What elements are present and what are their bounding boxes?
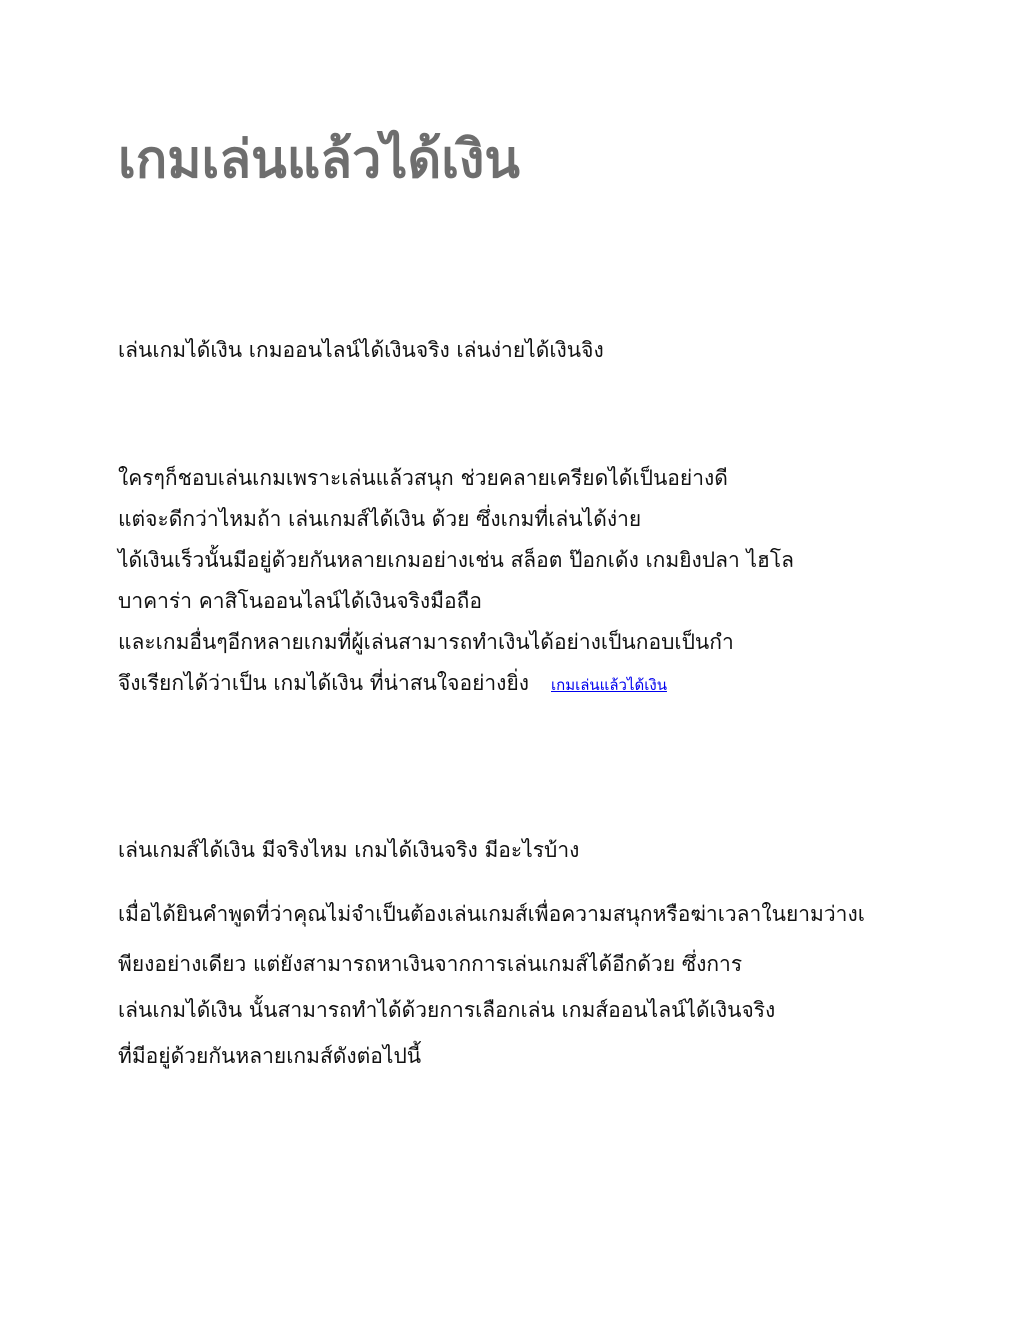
intro-line: ใครๆก็ชอบเล่นเกมเพราะเล่นแล้วสนุก ช่วยคลายเครียดได้เป็นอย่างดี	[118, 466, 728, 490]
intro-line: และเกมอื่นๆอีกหลายเกมที่ผู้เล่นสามารถทำเงินได้อย่างเป็นกอบเป็นกำ	[118, 630, 734, 654]
section-line: เล่นเกมได้เงิน นั้นสามารถทำได้ด้วยการเลือกเล่น เกมส์ออนไลน์ได้เงินจริง	[118, 998, 776, 1022]
intro-line-last	[118, 665, 794, 706]
intro-paragraph	[118, 460, 794, 706]
section-heading: เล่นเกมส์ได้เงิน มีจริงไหม เกมได้เงินจริง มีอะไรบ้าง	[118, 838, 580, 862]
section-line: พียงอย่างเดียว แต่ยังสามารถหาเงินจากการเล่นเกมส์ได้อีกด้วย ซึ่งการ	[118, 952, 743, 976]
section-line: ที่มีอยู่ด้วยกันหลายเกมส์ดังต่อไปนี้	[118, 1044, 422, 1068]
section-line: เมื่อได้ยินคำพูดที่ว่าคุณไม่จำเป็นต้องเล่นเกมส์เพื่อความสนุกหรือฆ่าเวลาในยามว่างเ	[118, 902, 865, 926]
intro-line-text: จึงเรียกได้ว่าเป็น เกมได้เงิน ที่น่าสนใจอย่างยิ่ง	[118, 671, 529, 695]
intro-link[interactable]: เกมเล่นแล้วได้เงิน	[551, 676, 667, 694]
page-subtitle: เล่นเกมได้เงิน เกมออนไลน์ได้เงินจริง เล่นง่ายได้เงินจิง	[118, 338, 604, 362]
intro-line: บาคาร่า คาสิโนออนไลน์ได้เงินจริงมือถือ	[118, 589, 482, 613]
intro-line: แต่จะดีกว่าไหมถ้า เล่นเกมส์ได้เงิน ด้วย ซึ่งเกมที่เล่นได้ง่าย	[118, 507, 642, 531]
page-title: เกมเล่นแล้วได้เงิน	[118, 130, 520, 190]
section-paragraph	[118, 896, 865, 1074]
intro-line: ได้เงินเร็วนั้นมีอยู่ด้วยกันหลายเกมอย่างเช่น สล็อต ป๊อกเด้ง เกมยิงปลา ไฮโล	[118, 548, 794, 572]
